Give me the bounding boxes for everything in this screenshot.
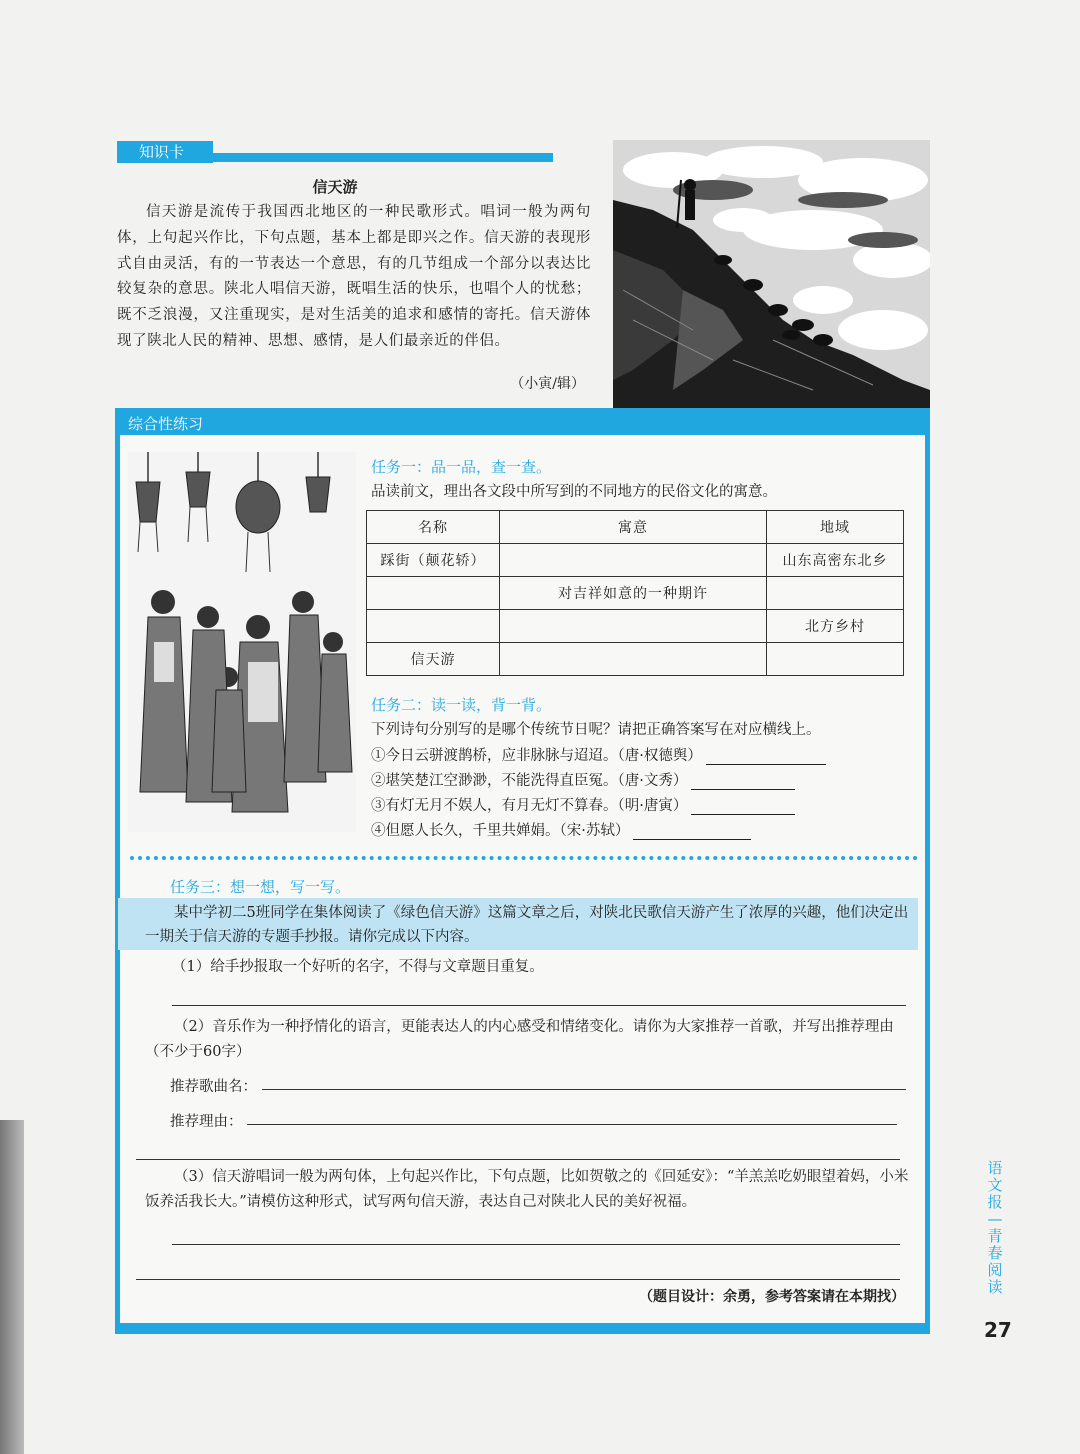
task2-instruction: 下列诗句分别写的是哪个传统节日呢？请把正确答案写在对应横线上。 [371, 722, 821, 738]
answer-line-3b[interactable] [136, 1279, 900, 1280]
task1-title: 任务一：品一品，查一查。 [371, 458, 552, 476]
table-row [367, 544, 904, 577]
poem-item [371, 790, 826, 815]
table-cell-answer[interactable] [367, 610, 500, 643]
table-cell: 北方乡村 [767, 610, 904, 643]
answer-blank[interactable] [706, 746, 826, 765]
table-cell: 踩街（颠花轿） [367, 544, 500, 577]
task3-title: 任务三：想一想，写一写。 [170, 878, 351, 896]
poem-text: ②堪笑楚江空渺渺，不能洗得直臣冤。（唐·文秀） [371, 773, 688, 789]
table-header: 名称 [367, 511, 500, 544]
answer-blank[interactable] [691, 771, 795, 790]
knowledge-card-label: 知识卡 [117, 141, 213, 163]
answer-blank[interactable] [633, 821, 751, 840]
table-cell-answer[interactable] [500, 544, 767, 577]
reason-input[interactable] [247, 1124, 897, 1125]
knowledge-card-author: （小寅/辑） [510, 376, 585, 392]
answer-line-3a[interactable] [172, 1244, 900, 1245]
table-header: 地域 [767, 511, 904, 544]
song-name-input[interactable] [262, 1089, 906, 1090]
table-row [367, 577, 904, 610]
table-cell-answer[interactable] [500, 610, 767, 643]
reason-label: 推荐理由： [170, 1114, 243, 1130]
knowledge-card-title: 信天游 [312, 178, 358, 196]
poem-text: ①今日云骈渡鹊桥，应非脉脉与迢迢。（唐·权德舆） [371, 748, 702, 764]
dotted-divider [130, 856, 918, 860]
table-cell-answer[interactable] [767, 577, 904, 610]
folk-culture-table [366, 510, 904, 676]
poem-item [371, 815, 826, 840]
table-cell: 山东高密东北乡 [767, 544, 904, 577]
poem-text: ③有灯无月不娱人，有月无灯不算春。（明·唐寅） [371, 798, 688, 814]
exercise-box-bottom-bar [115, 1324, 930, 1334]
page-edge-shadow [0, 1120, 24, 1454]
poem-list [371, 740, 826, 840]
reason-input-line-2[interactable] [136, 1159, 900, 1160]
table-header: 寓意 [500, 511, 767, 544]
festival-crowd-illustration [128, 452, 356, 832]
knowledge-card-bar [213, 153, 553, 162]
table-cell-answer[interactable] [367, 577, 500, 610]
table-row [367, 643, 904, 676]
poem-item [371, 765, 826, 790]
task1-instruction: 品读前文，理出各文段中所写到的不同地方的民俗文化的寓意。 [371, 484, 777, 500]
task3-intro: 某中学初二5班同学在集体阅读了《绿色信天游》这篇文章之后，对陕北民歌信天游产生了浓厚的兴趣，他们决定出一期关于信天游的专题手抄报。请你完成以下内容。 [145, 905, 909, 945]
table-cell: 信天游 [367, 643, 500, 676]
publication-brand: 语文报—青春阅读 [987, 1159, 1003, 1296]
page-number: 27 [984, 1318, 1012, 1342]
answer-blank[interactable] [691, 796, 795, 815]
table-header-row [367, 511, 904, 544]
task3-question-1: （1）给手抄报取一个好听的名字，不得与文章题目重复。 [172, 959, 544, 975]
shepherd-goats-illustration [613, 140, 930, 408]
table-cell: 对吉祥如意的一种期许 [500, 577, 767, 610]
exercise-label: 综合性练习 [120, 413, 925, 435]
task2-title: 任务二：读一读，背一背。 [371, 696, 552, 714]
table-cell-answer[interactable] [767, 643, 904, 676]
task3-question-2: （2）音乐作为一种抒情化的语言，更能表达人的内心感受和情绪变化。请你为大家推荐一首歌，并写出推荐理由（不少于60字） [145, 1019, 894, 1060]
poem-item [371, 740, 826, 765]
knowledge-card-body: 信天游是流传于我国西北地区的一种民歌形式。唱词一般为两句体，上句起兴作比，下句点题，基本上都是即兴之作。信天游的表现形式自由灵活，有的一节表达一个意思，有的几节组成一个部分以表达比较复杂的意思。陕北人唱信天游，既唱生活的快乐，也唱个人的忧愁；既不乏浪漫，又注重现实，是对生活美的追求和感情的寄托。信天游体现了陕北人民的精神、思想、感情，是人们最亲近的伴侣。 [117, 204, 591, 349]
question-credit: （题目设计：余勇，参考答案请在本期找） [639, 1289, 905, 1305]
song-name-label: 推荐歌曲名： [170, 1079, 257, 1095]
answer-line-1[interactable] [172, 1005, 906, 1006]
poem-text: ④但愿人长久，千里共婵娟。（宋·苏轼） [371, 823, 630, 839]
table-row [367, 610, 904, 643]
table-cell-answer[interactable] [500, 643, 767, 676]
task3-question-3: （3）信天游唱词一般为两句体，上句起兴作比，下句点题，比如贺敬之的《回延安》：“羊羔羔吃奶眼望着妈，小米饭养活我长大。”请模仿这种形式，试写两句信天游，表达自己对陕北人民的美好祝福。 [145, 1169, 909, 1210]
